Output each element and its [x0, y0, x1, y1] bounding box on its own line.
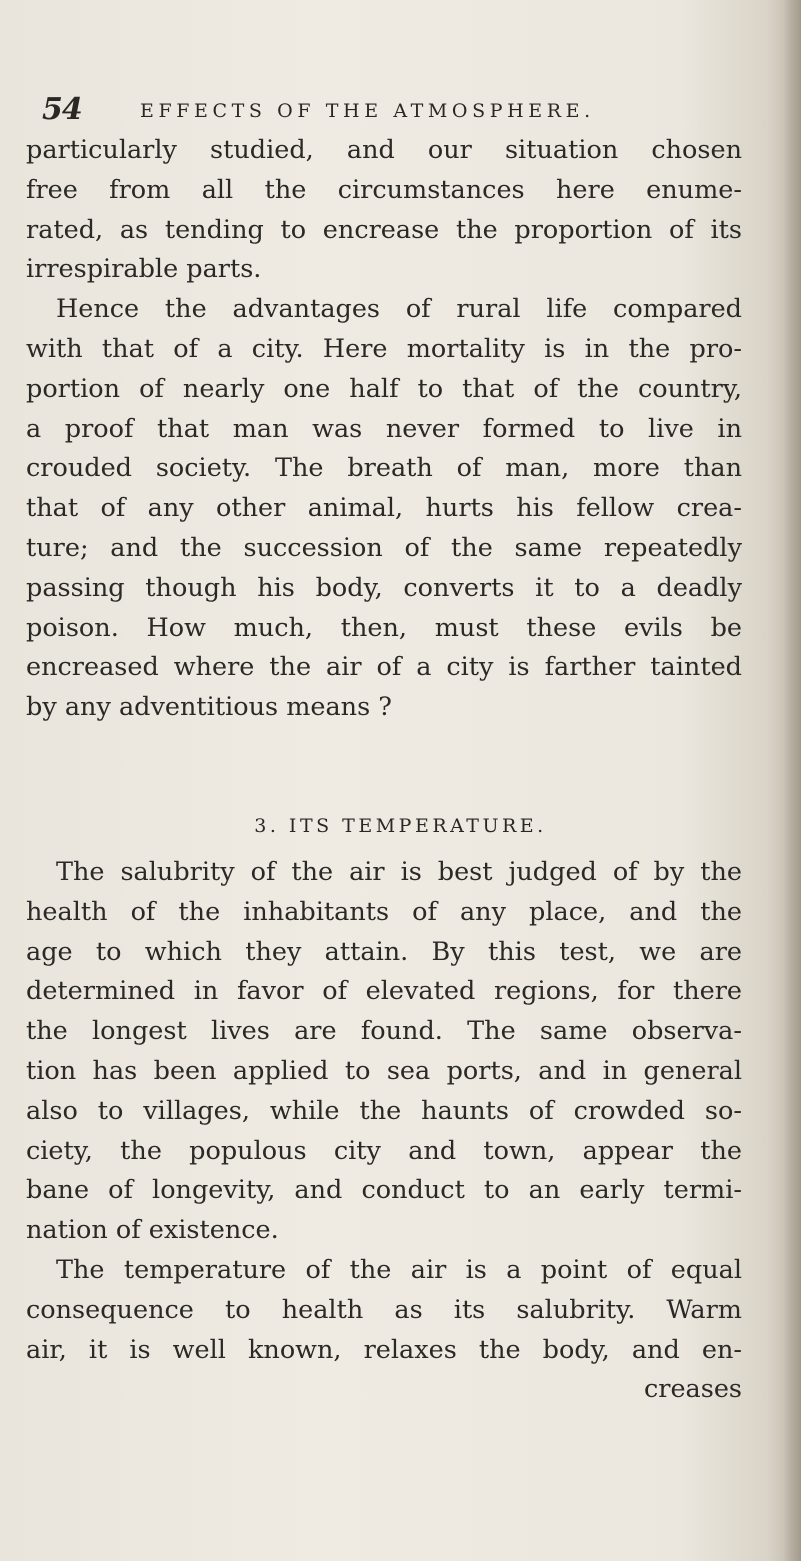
running-head [0, 92, 801, 132]
text-line: crouded society. The breath of man, more than [26, 453, 742, 484]
text-line: portion of nearly one half to that of the country, [26, 373, 742, 404]
catchword: creases [643, 1374, 742, 1405]
running-title: EFFECTS OF THE ATMOSPHERE. [140, 100, 595, 122]
text-line: particularly studied, and our situation chosen [26, 135, 742, 165]
text-line: encreased where the air of a city is farther tainted [26, 652, 742, 683]
text-block-top [26, 131, 742, 728]
text-line: determined in favor of elevated regions, for there [26, 976, 742, 1007]
page-number: 54 [42, 92, 82, 127]
text-line: The salubrity of the air is best judged of by the [56, 857, 742, 887]
text-line: free from all the circumstances here enume- [26, 174, 742, 205]
text-line: tion has been applied to sea ports, and in general [26, 1055, 742, 1086]
text-line: also to villages, while the haunts of crowded so- [26, 1095, 742, 1126]
text-line: ciety, the populous city and town, appear the [26, 1135, 742, 1166]
text-line: bane of longevity, and conduct to an early termi- [26, 1175, 742, 1206]
text-line: The temperature of the air is a point of equal [56, 1254, 742, 1285]
text-line: consequence to health as its salubrity. Warm [26, 1294, 742, 1325]
text-line: rated, as tending to encrease the proportion of its [26, 214, 742, 245]
text-line: the longest lives are found. The same observa- [26, 1016, 742, 1047]
text-line: irrespirable parts. [26, 254, 262, 285]
text-line: poison. How much, then, must these evils be [26, 612, 742, 643]
text-line: air, it is well known, relaxes the body, and en- [26, 1334, 742, 1365]
text-line: age to which they attain. By this test, we are [26, 936, 742, 967]
text-block-bottom [26, 853, 742, 1410]
page-edge-shadow [783, 0, 801, 1561]
text-line: by any adventitious means ? [26, 692, 392, 723]
text-line: nation of existence. [26, 1215, 279, 1246]
text-line: ture; and the succession of the same repeatedly [26, 532, 742, 563]
text-line: a proof that man was never formed to live in [26, 413, 742, 444]
text-line: passing though his body, converts it to a deadly [26, 572, 742, 603]
text-line: health of the inhabitants of any place, and the [26, 896, 742, 927]
text-line: that of any other animal, hurts his fellow crea- [26, 493, 742, 524]
text-line: with that of a city. Here mortality is in the pro- [26, 333, 742, 364]
text-line: Hence the advantages of rural life compared [56, 294, 742, 325]
section-heading: 3. ITS TEMPERATURE. [254, 815, 547, 837]
